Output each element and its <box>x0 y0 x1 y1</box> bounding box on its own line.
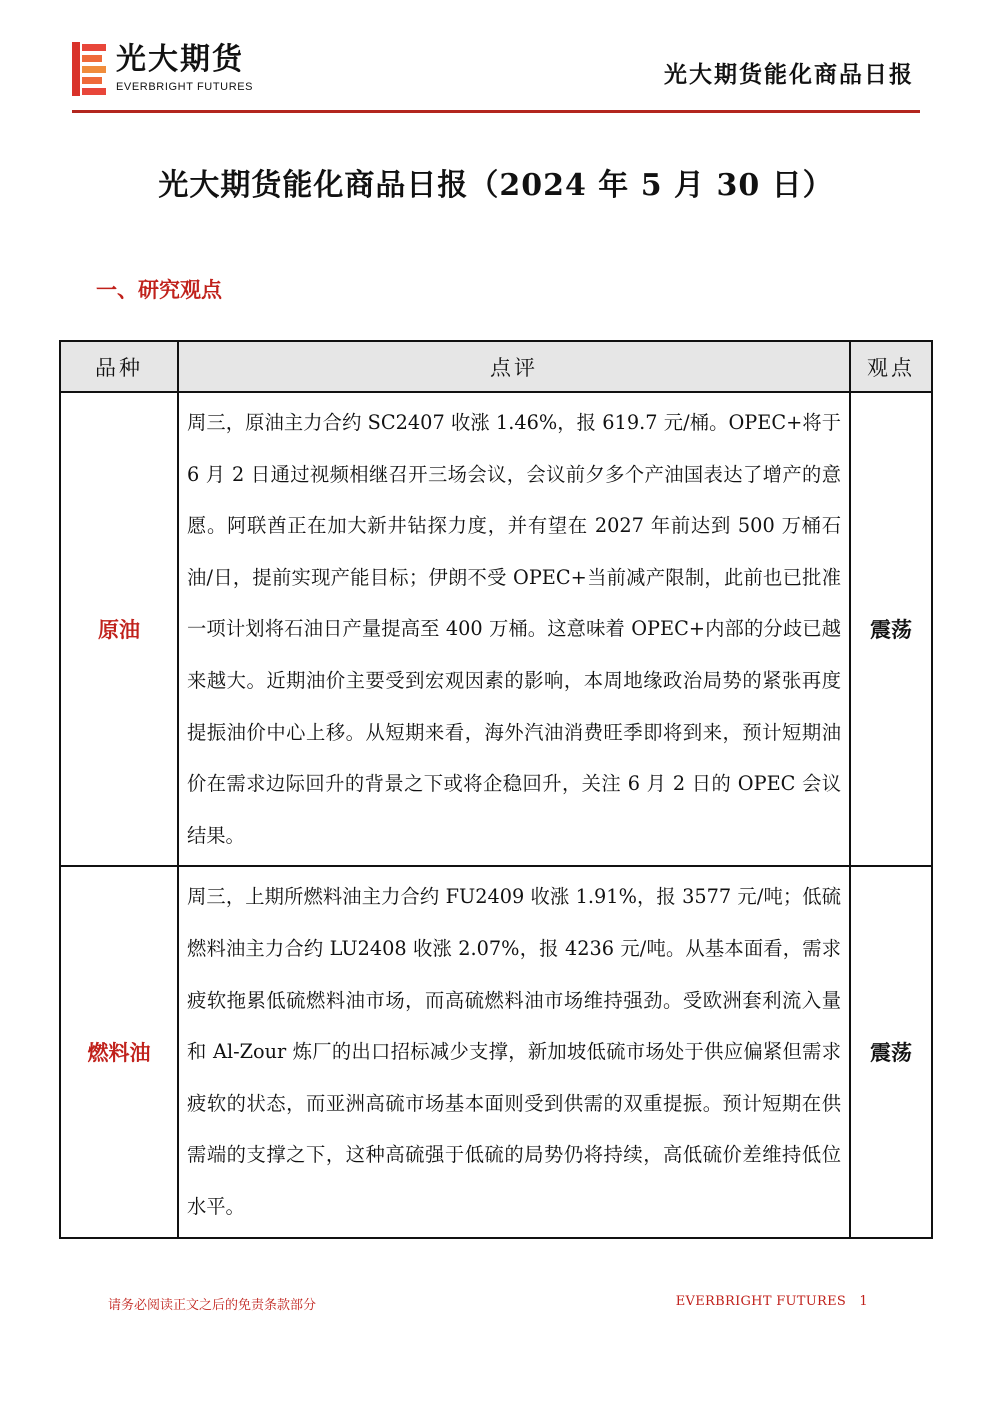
header-variety: 品种 <box>60 341 178 392</box>
variety-cell: 燃料油 <box>60 866 178 1237</box>
research-view-table <box>59 340 933 1239</box>
everbright-logo-icon <box>72 42 106 96</box>
header-view: 观点 <box>850 341 932 392</box>
comment-cell: 周三，上期所燃料油主力合约 FU2409 收涨 1.91%，报 3577 元/吨；低硫燃料油主力合约 LU2408 收涨 2.07%，报 4236 元/吨。从基本面看，需求疲软拖累低硫燃料油市场，而高硫燃料油市场维持强劲。受欧洲套利流入量和 Al-Zour 炼厂的出口招标减少支撑，新加坡低硫市场处于供应偏紧但需求疲软的状态，而亚洲高硫市场基本面则受到供需的双重提振。预计短期在供需端的支撑之下，这种高硫强于低硫的局势仍将持续，高低硫价差维持低位水平。 <box>178 866 850 1237</box>
table-row <box>60 866 932 1237</box>
header-divider <box>72 110 920 113</box>
page-number: 1 <box>859 1294 868 1309</box>
logo-chinese-name: 光大期货 <box>116 42 244 77</box>
footer-brand-page <box>676 1294 868 1309</box>
header-title: 光大期货能化商品日报 <box>664 61 914 88</box>
comment-cell: 周三，原油主力合约 SC2407 收涨 1.46%，报 619.7 元/桶。OPEC+将于 6 月 2 日通过视频相继召开三场会议，会议前夕多个产油国表达了增产的意愿。阿联酋正在加大新井钻探力度，并有望在 2027 年前达到 500 万桶石油/日，提前实现产能目标；伊朗不受 OPEC+当前减产限制，此前也已批准一项计划将石油日产量提高至 400 万桶。这意味着 OPEC+内部的分歧已越来越大。近期油价主要受到宏观因素的影响，本周地缘政治局势的紧张再度提振油价中心上移。从短期来看，海外汽油消费旺季即将到来，预计短期油价在需求边际回升的背景之下或将企稳回升，关注 6 月 2 日的 OPEC 会议结果。 <box>178 392 850 866</box>
view-cell: 震荡 <box>850 866 932 1237</box>
section-heading: 一、研究观点 <box>96 277 222 302</box>
header-comment: 点评 <box>178 341 850 392</box>
logo-english-name: EVERBRIGHT FUTURES <box>116 81 254 93</box>
table-header-row <box>60 341 932 392</box>
variety-cell: 原油 <box>60 392 178 866</box>
footer-brand: EVERBRIGHT FUTURES <box>675 1294 847 1309</box>
footer-disclaimer: 请务必阅读正文之后的免责条款部分 <box>108 1298 317 1313</box>
view-cell: 震荡 <box>850 392 932 866</box>
table-row <box>60 392 932 866</box>
company-logo <box>72 42 302 98</box>
document-title: 光大期货能化商品日报（2024 年 5 月 30 日） <box>158 168 834 203</box>
